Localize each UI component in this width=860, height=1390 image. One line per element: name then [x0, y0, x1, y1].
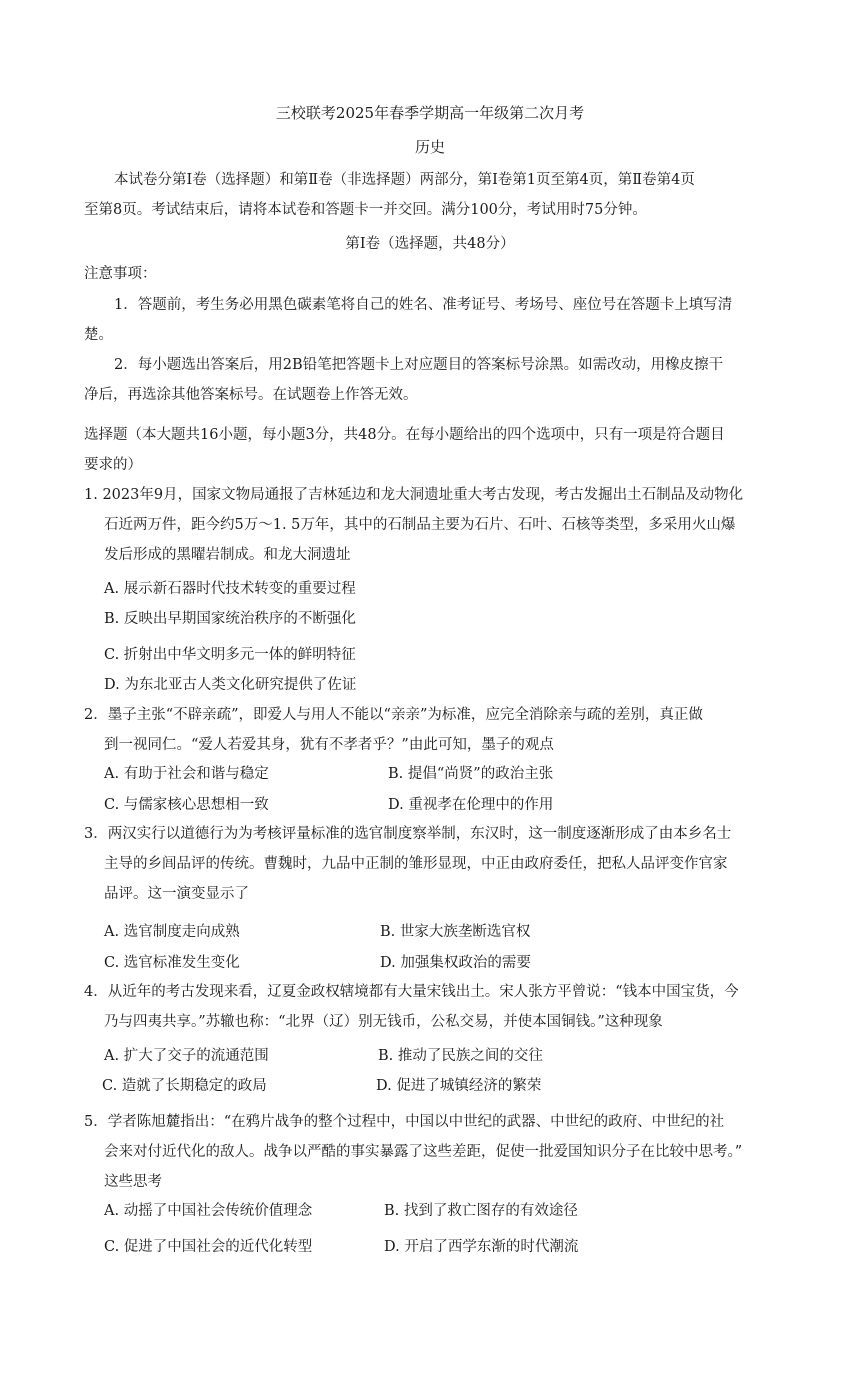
- question-1-option-a: A. 展示新石器时代技术转变的重要过程: [104, 581, 356, 597]
- notice-item-2-cont: 净后，再选涂其他答案标号。在试题卷上作答无效。: [84, 387, 418, 403]
- intro-line-2: 至第8页。考试结束后，请将本试卷和答题卡一并交回。满分100分，考试用时75分钟。: [84, 202, 647, 218]
- question-1-option-d: D. 为东北亚古人类文化研究提供了佐证: [104, 677, 357, 693]
- question-1-option-b: B. 反映出早期国家统治秩序的不断强化: [104, 611, 356, 627]
- question-2-stem: 2．墨子主张“不辟亲疏”，即爱人与用人不能以“亲亲”为标准，应完全消除亲与疏的差别，真正做: [84, 707, 703, 723]
- exam-title: 三校联考2025年春季学期高一年级第二次月考: [275, 104, 585, 122]
- question-5-stem: 5．学者陈旭麓指出：“在鸦片战争的整个过程中，中国以中世纪的武器、中世纪的政府、中世纪的社: [84, 1114, 725, 1130]
- question-4-option-d: D. 促进了城镇经济的繁荣: [376, 1078, 542, 1094]
- question-4-option-a: A. 扩大了交子的流通范围: [104, 1048, 269, 1064]
- question-5-option-c: C. 促进了中国社会的近代化转型: [104, 1239, 313, 1255]
- question-3-stem-cont: 品评。这一演变显示了: [104, 886, 249, 902]
- question-5-option-d: D. 开启了西学东渐的时代潮流: [384, 1239, 579, 1255]
- question-2-stem-cont: 到一视同仁。“爱人若爱其身，犹有不孝者乎？”由此可知，墨子的观点: [104, 737, 554, 753]
- question-1-stem: 1. 2023年9月，国家文物局通报了吉林延边和龙大洞遗址重大考古发现，考古发掘出土石制品及动物化: [84, 487, 744, 503]
- question-3-stem: 3．两汉实行以道德行为为考核评量标准的选官制度察举制，东汉时，这一制度逐渐形成了由本乡名士: [84, 826, 732, 842]
- intro-line-1: 本试卷分第Ⅰ卷（选择题）和第Ⅱ卷（非选择题）两部分，第Ⅰ卷第1页至第4页，第Ⅱ卷第4页: [114, 172, 695, 188]
- question-5-option-a: A. 动摇了中国社会传统价值理念: [104, 1203, 313, 1219]
- question-2-option-d: D. 重视孝在伦理中的作用: [388, 797, 554, 813]
- question-5-stem-cont: 会来对付近代化的敌人。战争以严酷的事实暴露了这些差距，促使一批爱国知识分子在比较中思考。”: [104, 1144, 743, 1160]
- question-1-stem-cont: 发后形成的黑曜岩制成。和龙大洞遗址: [104, 547, 351, 563]
- question-3-option-d: D. 加强集权政治的需要: [380, 955, 531, 971]
- part1-title: 第Ⅰ卷（选择题，共48分）: [345, 236, 515, 252]
- question-2-option-c: C. 与儒家核心思想相一致: [104, 797, 269, 813]
- question-3-option-a: A. 选官制度走向成熟: [104, 924, 240, 940]
- notice-item-2: 2．每小题选出答案后，用2B铅笔把答题卡上对应题目的答案标号涂黑。如需改动，用橡皮擦干: [114, 357, 724, 373]
- question-1-option-c: C. 折射出中华文明多元一体的鲜明特征: [104, 647, 356, 663]
- notice-item-1: 1．答题前，考生务必用黑色碳素笔将自己的姓名、准考证号、考场号、座位号在答题卡上填写清: [114, 297, 733, 313]
- notice-item-1-cont: 楚。: [84, 327, 113, 343]
- question-4-option-c: C. 造就了长期稳定的政局: [102, 1078, 267, 1094]
- question-1-stem-cont: 石近两万件，距今约5万～1. 5万年，其中的石制品主要为石片、石叶、石核等类型，多采用火山爆: [104, 517, 736, 533]
- question-5-option-b: B. 找到了救亡图存的有效途径: [384, 1203, 578, 1219]
- section-heading: 选择题（本大题共16小题，每小题3分，共48分。在每小题给出的四个选项中，只有一项是符合题目: [84, 427, 725, 443]
- question-3-option-c: C. 选官标准发生变化: [104, 955, 240, 971]
- subject-title: 历史: [414, 138, 445, 156]
- question-4-stem-cont: 乃与四夷共享。”苏辙也称：“北界（辽）别无钱币，公私交易，并使本国铜钱。”这种现象: [104, 1014, 663, 1030]
- question-2-option-a: A. 有助于社会和谐与稳定: [104, 766, 269, 782]
- question-4-option-b: B. 推动了民族之间的交往: [378, 1048, 543, 1064]
- question-4-stem: 4．从近年的考古发现来看，辽夏金政权辖境都有大量宋钱出土。宋人张方平曾说：“钱本中国宝货，今: [84, 984, 739, 1000]
- question-2-option-b: B. 提倡“尚贤”的政治主张: [388, 766, 554, 782]
- notice-heading: 注意事项：: [84, 266, 157, 282]
- question-3-option-b: B. 世家大族垄断选官权: [380, 924, 531, 940]
- question-5-stem-cont: 这些思考: [104, 1174, 162, 1190]
- section-heading-cont: 要求的）: [84, 457, 142, 473]
- question-3-stem-cont: 主导的乡闾品评的传统。曹魏时，九品中正制的雏形显现，中正由政府委任，把私人品评变作官家: [104, 856, 728, 872]
